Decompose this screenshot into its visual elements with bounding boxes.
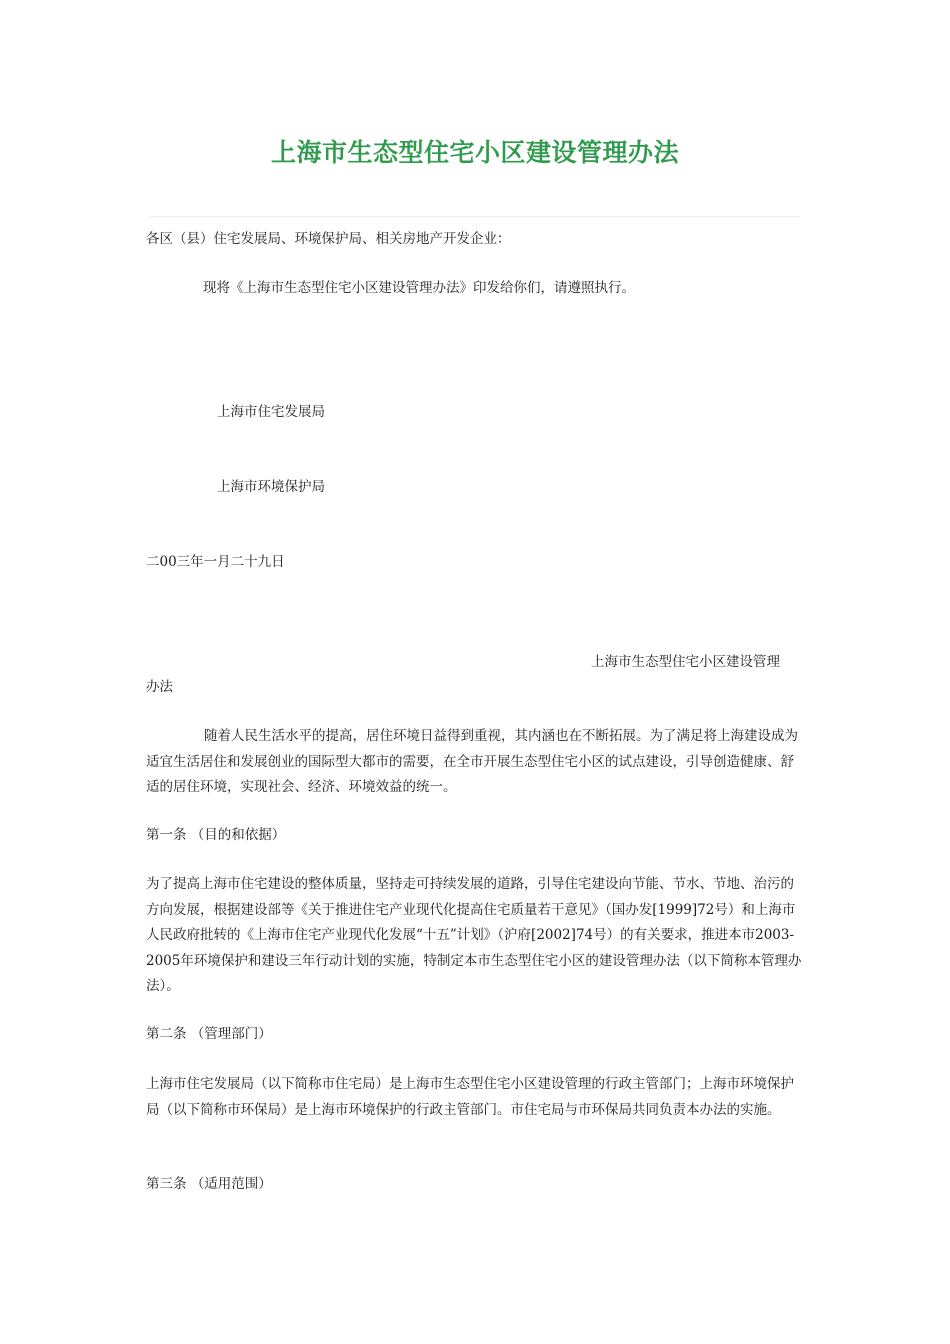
issuer-housing-bureau: 上海市住宅发展局 [217, 404, 325, 420]
title-divider [150, 216, 800, 217]
preamble-paragraph: 随着人民生活水平的提高，居住环境日益得到重视，其内涵也在不断拓展。为了满足将上海建设成为适宜生活居住和发展创业的国际型大都市的需要，在全市开展生态型住宅小区的试点建设，引导创造健康、舒适的居住环境，实现社会、经济、环境效益的统一。 [146, 728, 798, 795]
article-1-body: 为了提高上海市住宅建设的整体质量，坚持走可持续发展的道路，引导住宅建设向节能、节水、节地、治污的方向发展，根据建设部等《关于推进住宅产业现代化提高住宅质量若干意见》（国办发[1999]72号）和上海市人民政府批转的《上海市住宅产业现代化发展“十五”计划》（沪府[2002]74号）的有关要求，推进本市2003-2005年环境保护和建设三年行动计划的实施，特制定本市生态型住宅小区的建设管理办法（以下简称本管理办法）。 [146, 876, 802, 994]
article-3-title: 第三条 （适用范围） [146, 1176, 272, 1192]
issue-date: 二00三年一月二十九日 [146, 554, 285, 570]
article-1-title: 第一条 （目的和依据） [146, 827, 286, 843]
regulation-heading-part2: 办法 [146, 679, 173, 695]
regulation-heading-part1: 上海市生态型住宅小区建设管理 [591, 654, 780, 670]
addressee-line: 各区（县）住宅发展局、环境保护局、相关房地产开发企业： [146, 231, 511, 247]
document-title: 上海市生态型住宅小区建设管理办法 [270, 138, 679, 167]
issuer-environment-bureau: 上海市环境保护局 [217, 479, 325, 495]
notice-paragraph: 现将《上海市生态型住宅小区建设管理办法》印发给你们，请遵照执行。 [203, 280, 635, 296]
article-2-body: 上海市住宅发展局（以下简称市住宅局）是上海市生态型住宅小区建设管理的行政主管部门；上海市环境保护局（以下简称市环保局）是上海市环境保护的行政主管部门。市住宅局与市环保局共同负责本办法的实施。 [146, 1076, 794, 1118]
article-2-title: 第二条 （管理部门） [146, 1026, 272, 1042]
